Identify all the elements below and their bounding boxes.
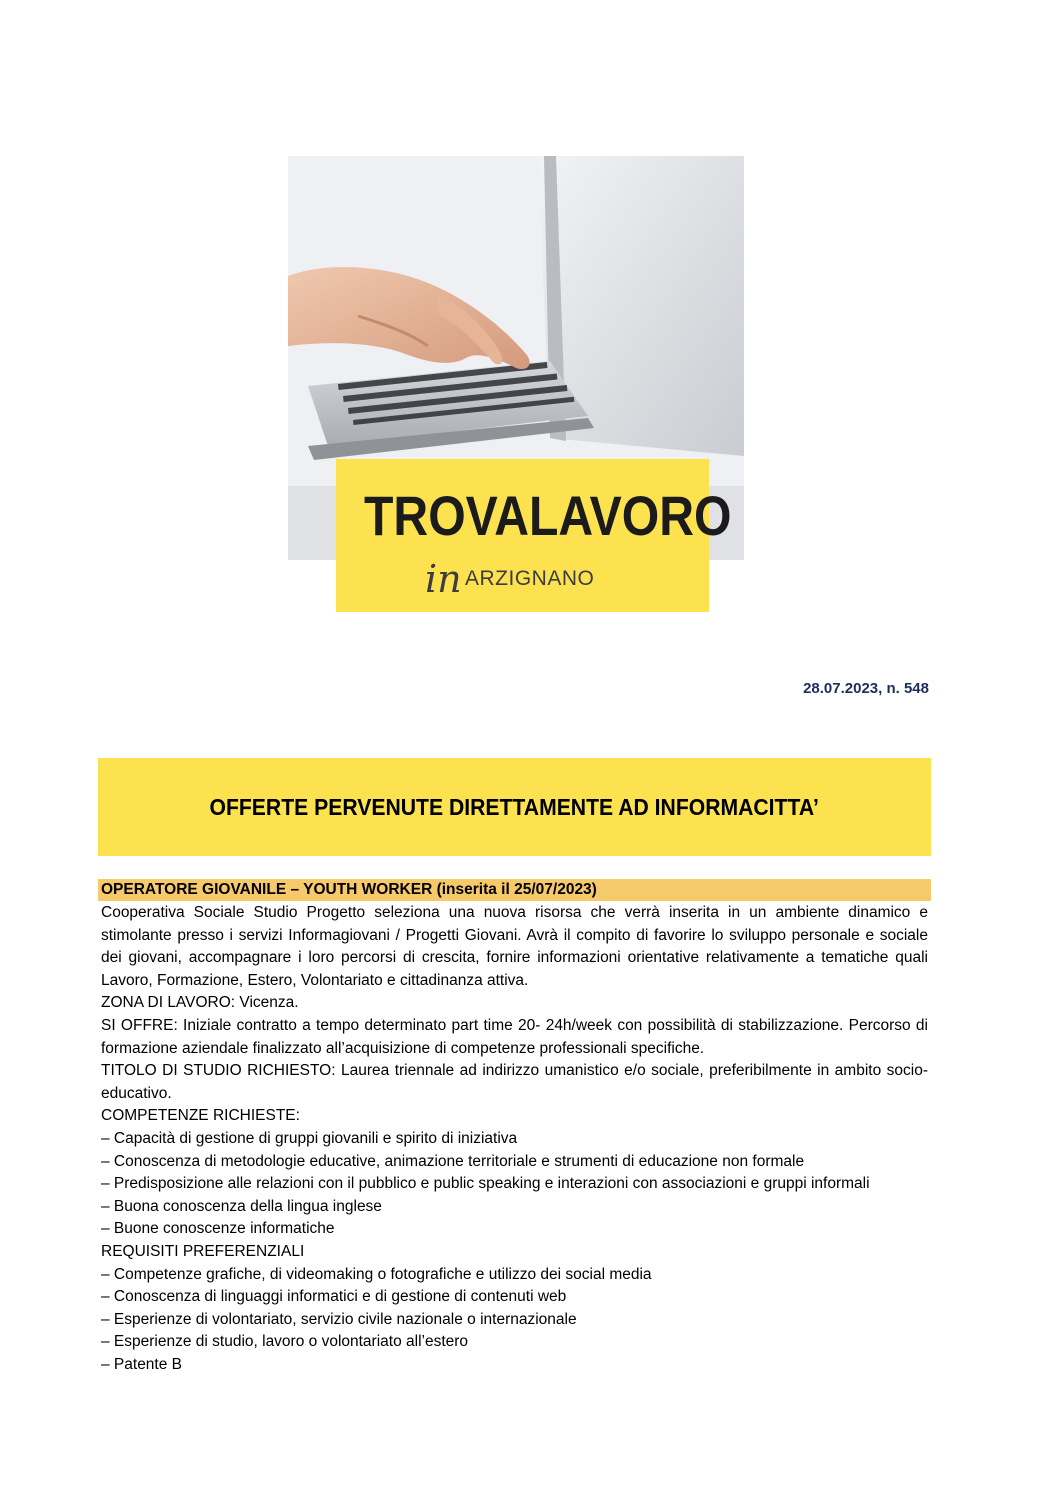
brand-prefix: in xyxy=(425,557,462,601)
list-item: – Buone conoscenze informatiche xyxy=(101,1220,335,1238)
list-item: – Patente B xyxy=(101,1355,183,1373)
job-title: OPERATORE GIOVANILE – YOUTH WORKER (inserita il 25/07/2023) xyxy=(98,879,931,901)
brand-city: ARZIGNANO xyxy=(465,567,595,590)
section-title: OFFERTE PERVENUTE DIRETTAMENTE AD INFORMACITTA’ xyxy=(209,793,820,820)
list-item: – Conoscenza di linguaggi informatici e di gestione di contenuti web xyxy=(101,1288,567,1306)
job-intro: Cooperativa Sociale Studio Progetto seleziona una nuova risorsa che verrà inserita in un ambiente dinamico e stimolante presso i servizi Informagiovani / Progetti Giovani. Avrà il compito di favorire lo sviluppo personale e sociale dei giovani, accompagnare i loro percorsi di crescita, fornire informazioni orientative relativamente a tematiche quali Lavoro, Formazione, Estero, Volontariato e cittadinanza attiva. xyxy=(101,904,928,989)
list-item: – Esperienze di volontariato, servizio civile nazionale o internazionale xyxy=(101,1310,577,1328)
job-zona: ZONA DI LAVORO: Vicenza. xyxy=(101,994,299,1012)
brand-logo xyxy=(336,459,732,612)
list-item: – Capacità di gestione di gruppi giovanili e spirito di iniziativa xyxy=(101,1129,518,1147)
competenze-label: COMPETENZE RICHIESTE: xyxy=(101,1107,300,1125)
list-item: – Buona conoscenza della lingua inglese xyxy=(101,1197,382,1215)
brand-title: TROVALAVORO xyxy=(364,484,732,547)
list-item: – Conoscenza di metodologie educative, animazione territoriale e strumenti di educazione non formale xyxy=(101,1152,805,1170)
job-titolo: TITOLO DI STUDIO RICHIESTO: Laurea triennale ad indirizzo umanistico e/o sociale, preferibilmente in ambito socio-educativo. xyxy=(101,1062,928,1102)
issue-number: 28.07.2023, n. 548 xyxy=(803,680,929,697)
list-item: – Competenze grafiche, di videomaking o fotografiche e utilizzo dei social media xyxy=(101,1265,652,1283)
section-banner xyxy=(98,758,931,856)
job-description xyxy=(101,902,928,1376)
list-item: – Predisposizione alle relazioni con il pubblico e public speaking e interazioni con associazioni e gruppi informali xyxy=(101,1175,870,1193)
requisiti-label: REQUISITI PREFERENZIALI xyxy=(101,1242,305,1260)
list-item: – Esperienze di studio, lavoro o volontariato all’estero xyxy=(101,1333,469,1351)
job-offre: SI OFFRE: Iniziale contratto a tempo determinato part time 20- 24h/week con possibilità di stabilizzazione. Percorso di formazione aziendale finalizzato all’acquisizione di competenze professionali specifiche. xyxy=(101,1016,928,1057)
